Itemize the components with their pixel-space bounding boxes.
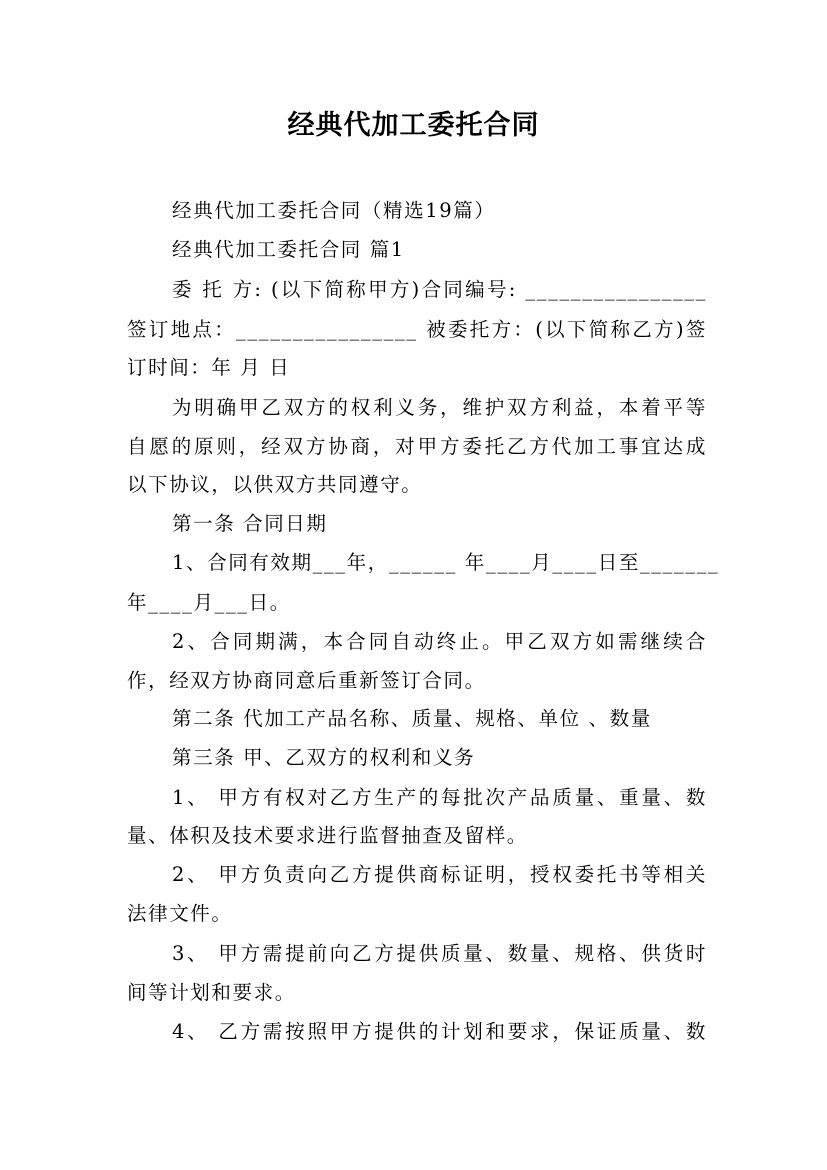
paragraph-line: 委 托 方: (以下简称甲方)合同编号: ________________ (172, 278, 707, 301)
article-heading: 第二条 代加工产品名称、质量、规格、单位 、数量 (172, 707, 652, 730)
paragraph-line: 4、 乙方需按照甲方提供的计划和要求，保证质量、数 (172, 1020, 707, 1043)
paragraph-line: 年____月___日。 (127, 591, 291, 614)
paragraph-line: 为明确甲乙双方的权利义务，维护双方利益，本着平等 (172, 396, 707, 419)
paragraph-line: 3、 甲方需提前向乙方提供质量、数量、规格、供货时 (172, 942, 707, 965)
paragraph-line: 2、 甲方负责向乙方提供商标证明，授权委托书等相关 (172, 863, 707, 886)
document-title: 经典代加工委托合同 (287, 110, 540, 141)
section-heading: 经典代加工委托合同 篇1 (172, 238, 405, 261)
paragraph-line: 作，经双方协商同意后重新签订合同。 (127, 669, 486, 692)
paragraph-line: 1、 甲方有权对乙方生产的每批次产品质量、重量、数 (172, 786, 707, 809)
paragraph-line: 间等计划和要求。 (127, 981, 296, 1004)
paragraph-line: 以下协议，以供双方共同遵守。 (127, 473, 423, 496)
paragraph-line: 2、合同期满，本合同自动终止。甲乙双方如需继续合 (172, 630, 707, 653)
article-heading: 第三条 甲、乙双方的权利和义务 (172, 746, 476, 769)
paragraph-line: 法律文件。 (127, 902, 233, 925)
paragraph-line: 签订地点：________________ 被委托方：(以下简称乙方)签 (127, 318, 707, 341)
paragraph-line: 量、体积及技术要求进行监督抽查及留样。 (127, 824, 528, 847)
paragraph-line: 订时间：年 月 日 (127, 356, 291, 379)
article-heading: 第一条 合同日期 (172, 512, 328, 535)
subtitle-line: 经典代加工委托合同（精选19篇） (172, 199, 496, 222)
paragraph-line: 1、合同有效期___年，______ 年____月____日至_______ (172, 551, 720, 574)
paragraph-line: 自愿的原则，经双方协商，对甲方委托乙方代加工事宜达成 (127, 435, 707, 458)
